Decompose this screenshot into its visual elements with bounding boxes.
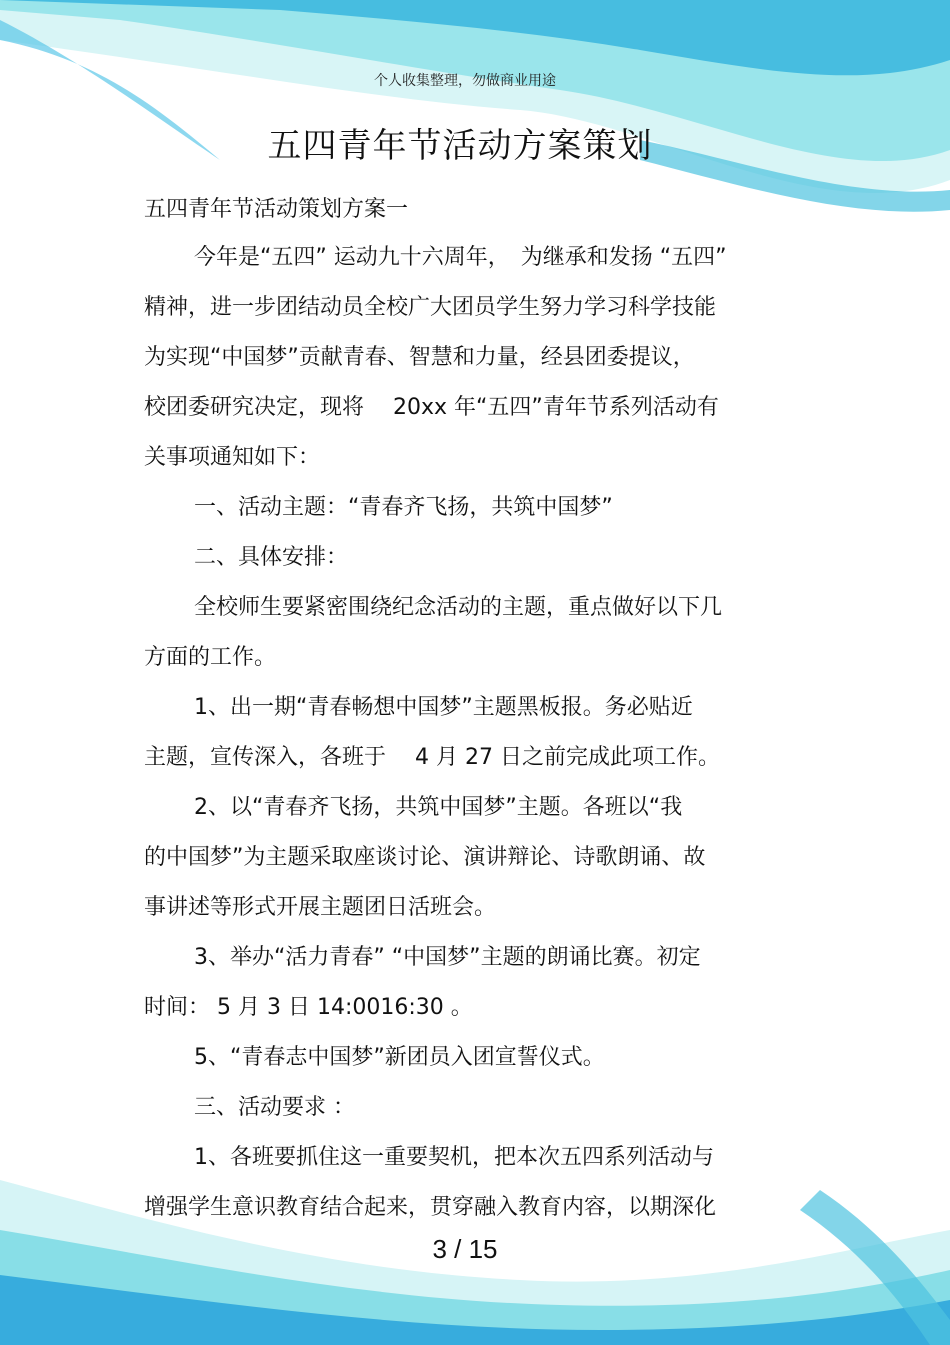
paragraph-line: 全校师生要紧密围绕纪念活动的主题，重点做好以下几 [194, 595, 723, 620]
list-item-line: 的中国梦”为主题采取座谈讨论、演讲辩论、诗歌朗诵、故 [144, 845, 706, 870]
list-item-line: 增强学生意识教育结合起来，贯穿融入教育内容，以期深化 [144, 1195, 717, 1220]
paragraph-line: 为实现“中国梦”贡献青春、智慧和力量，经县团委提议， [144, 345, 695, 370]
paragraph-line: 精神，进一步团结动员全校广大团员学生努力学习科学技能 [144, 295, 717, 320]
subtitle-line: 五四青年节活动策划方案一 [144, 197, 409, 222]
paragraph-line: 今年是“五四” 运动九十六周年， 为继承和发扬 “五四” [194, 245, 727, 270]
section-heading-arrangement: 二、具体安排： [194, 545, 349, 570]
list-item-line: 1、各班要抓住这一重要契机，把本次五四系列活动与 [194, 1145, 714, 1170]
paragraph-line: 方面的工作。 [144, 645, 277, 670]
list-item-line: 时间： 5 月 3 日 14:0016:30 。 [144, 995, 473, 1020]
paragraph-line: 关事项通知如下： [144, 445, 321, 470]
section-heading-requirements: 三、活动要求 ： [194, 1095, 355, 1120]
list-item-line: 主题，宣传深入，各班于 4 月 27 日之前完成此项工作。 [144, 745, 720, 770]
list-item-line: 事讲述等形式开展主题团日活班会。 [144, 895, 497, 920]
list-item-line: 1、出一期“青春畅想中国梦”主题黑板报。务必贴近 [194, 695, 693, 720]
list-item-line: 2、以“青春齐飞扬，共筑中国梦”主题。各班以“我 [194, 795, 683, 820]
watermark-text: 个人收集整理，勿做商业用途 [374, 73, 556, 89]
list-item-line: 3、举办“活力青春” “中国梦”主题的朗诵比赛。初定 [194, 945, 701, 970]
section-heading-theme: 一、活动主题：“青春齐飞扬，共筑中国梦” [194, 495, 613, 520]
page-number: 3 / 15 [432, 1234, 498, 1264]
document-title: 五四青年节活动方案策划 [267, 126, 653, 166]
list-item-line: 5、“青春志中国梦”新团员入团宣誓仪式。 [194, 1045, 605, 1070]
paragraph-line: 校团委研究决定，现将 20xx 年“五四”青年节系列活动有 [144, 395, 719, 420]
